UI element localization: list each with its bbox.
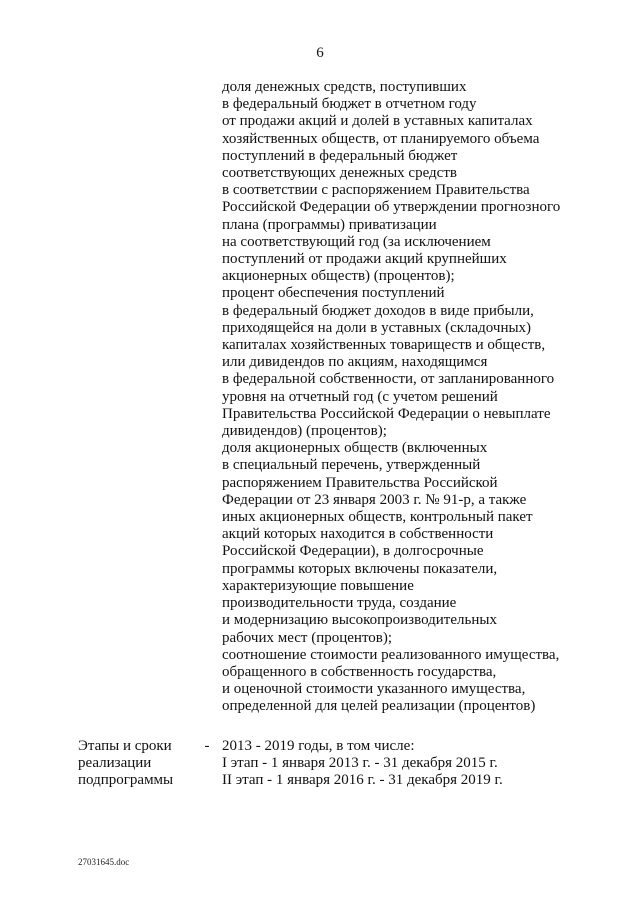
indicator-line: и модернизацию высокопроизводительных <box>222 612 497 629</box>
stages-label-line: реализации <box>78 755 152 772</box>
indicator-line: поступлений в федеральный бюджет <box>222 147 458 164</box>
indicator-line: и оценочной стоимости указанного имущества, <box>222 681 526 698</box>
indicator-line: поступлений от продажи акций крупнейших <box>222 251 507 268</box>
indicator-line: характеризующие повышение <box>222 577 414 594</box>
indicator-line: распоряжением Правительства Российской <box>222 474 498 491</box>
indicator-line: обращенного в собственность государства, <box>222 663 497 680</box>
indicator-line: плана (программы) приватизации <box>222 216 437 233</box>
indicator-line: соотношение стоимости реализованного имущества, <box>222 646 560 663</box>
stages-value-line: I этап - 1 января 2013 г. - 31 декабря 2015 г. <box>222 755 498 772</box>
indicator-line: Российской Федерации), в долгосрочные <box>222 543 484 560</box>
indicator-line: определенной для целей реализации (процентов) <box>222 698 536 715</box>
indicator-line: уровня на отчетный год (с учетом решений <box>222 388 498 405</box>
indicator-line: в федеральный бюджет доходов в виде прибыли, <box>222 302 534 319</box>
indicator-line: акций которых находится в собственности <box>222 526 494 543</box>
indicator-line: от продажи акций и долей в уставных капиталах <box>222 113 533 130</box>
stages-label-line: Этапы и сроки <box>78 738 172 754</box>
indicator-line: приходящейся на доли в уставных (складочных) <box>222 319 532 336</box>
indicator-line: иных акционерных обществ, контрольный пакет <box>222 509 533 526</box>
indicator-line: процент обеспечения поступлений <box>222 285 445 302</box>
indicator-line: Правительства Российской Федерации о невыплате <box>222 405 551 422</box>
page-number: 6 <box>316 45 324 61</box>
indicator-line: доля денежных средств, поступивших <box>222 79 467 95</box>
stages-value-line: II этап - 1 января 2016 г. - 31 декабря 2019 г. <box>222 772 503 789</box>
indicator-line: Федерации от 23 января 2003 г. № 91-р, а также <box>222 491 527 508</box>
indicator-line: доля акционерных обществ (включенных <box>222 440 488 457</box>
stages-label <box>78 738 193 790</box>
stages-value-line: 2013 - 2019 годы, в том числе: <box>222 738 415 754</box>
indicators-text-block <box>222 79 627 716</box>
indicator-line: в специальный перечень, утвержденный <box>222 457 481 474</box>
indicator-line: в федеральной собственности, от запланированного <box>222 371 555 388</box>
indicator-line: капиталах хозяйственных товариществ и обществ, <box>222 337 546 354</box>
indicator-line: на соответствующий год (за исключением <box>222 233 491 250</box>
indicator-line: хозяйственных обществ, от планируемого объема <box>222 130 540 147</box>
indicator-line: акционерных обществ) (процентов); <box>222 268 455 285</box>
indicator-line: в федеральный бюджет в отчетном году <box>222 96 477 113</box>
indicator-line: программы которых включены показатели, <box>222 560 498 577</box>
indicator-line: соответствующих денежных средств <box>222 165 457 182</box>
indicator-line: производительности труда, создание <box>222 595 457 612</box>
indicator-line: Российской Федерации об утверждении прогнозного <box>222 199 561 216</box>
footer-file-name: 27031645.doc <box>78 857 130 867</box>
indicator-line: или дивидендов по акциям, находящимся <box>222 354 488 371</box>
stages-dash: - <box>204 738 210 754</box>
indicator-line: в соответствии с распоряжением Правительства <box>222 182 530 199</box>
stages-label-line: подпрограммы <box>78 772 174 789</box>
stages-values <box>222 738 627 790</box>
indicator-line: дивидендов) (процентов); <box>222 423 387 440</box>
indicator-line: рабочих мест (процентов); <box>222 629 393 646</box>
